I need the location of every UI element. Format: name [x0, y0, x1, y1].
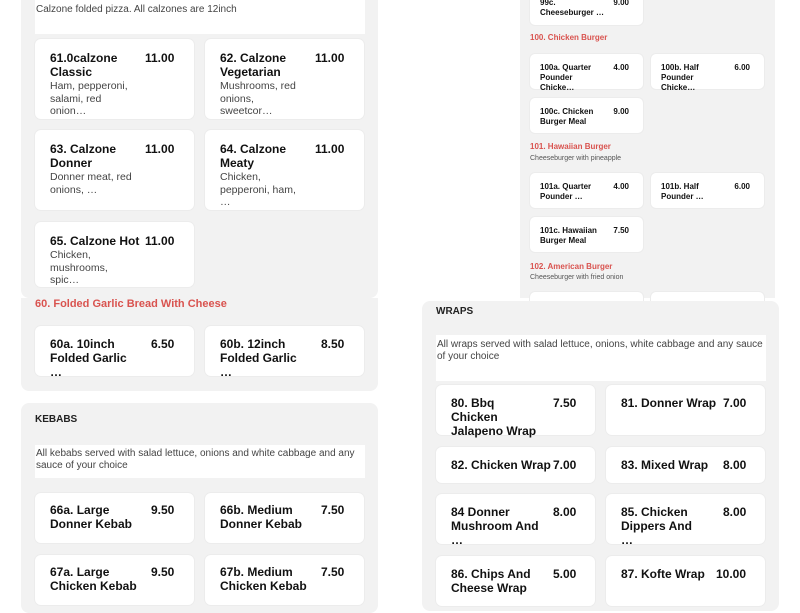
- hawaiian-burger-subtitle: Cheeseburger with pineapple: [530, 155, 622, 162]
- burger-item-card[interactable]: [530, 98, 643, 133]
- item-name: 81. Donner Wrap: [621, 396, 717, 410]
- chicken-burger-title: 100. Chicken Burger: [530, 33, 608, 42]
- item-price: 8.00: [553, 505, 577, 519]
- calzone-item-card[interactable]: [205, 130, 364, 210]
- item-price: 9.00: [613, 107, 629, 116]
- item-price: 6.00: [734, 182, 750, 191]
- item-price: 7.50: [321, 565, 345, 579]
- wrap-item-card[interactable]: [436, 385, 595, 438]
- calzone-item-card[interactable]: [205, 39, 364, 119]
- item-price: 5.00: [553, 567, 577, 581]
- kebabs-title: KEBABS: [35, 414, 78, 425]
- item-price: 9.50: [151, 565, 175, 579]
- american-burger-title: 102. American Burger: [530, 262, 613, 271]
- item-name: 99c. Cheeseburger …: [540, 0, 605, 17]
- item-name: 80. Bbq Chicken Jalapeno Wrap: [451, 396, 537, 438]
- item-price: 11.00: [145, 234, 175, 248]
- item-description: Ham, pepperoni, salami, red onion…: [50, 80, 128, 117]
- item-description: Donner meat, red onions, …: [50, 171, 132, 196]
- item-name: 62. Calzone Vegetarian: [220, 51, 287, 79]
- item-name: 85. Chicken Dippers And …: [621, 505, 692, 547]
- item-name: 101a. Quarter Pounder …: [540, 182, 592, 201]
- item-name: 83. Mixed Wrap: [621, 458, 709, 472]
- item-price: 7.50: [321, 503, 345, 517]
- wraps-description: All wraps served with salad lettuce, onions, white cabbage and any sauce of your choice: [436, 335, 766, 381]
- item-price: 7.00: [723, 396, 747, 410]
- burger-item-card[interactable]: [530, 217, 643, 252]
- item-price: 6.00: [734, 63, 750, 72]
- item-name: 87. Kofte Wrap: [621, 567, 705, 581]
- calzone-panel: [21, 0, 378, 298]
- item-description: Chicken, mushrooms, spic…: [50, 249, 108, 286]
- item-name: 60a. 10inch Folded Garlic …: [50, 337, 127, 379]
- item-name: 84 Donner Mushroom And …: [451, 505, 539, 547]
- item-price: 6.50: [151, 337, 175, 351]
- item-name: 101b. Half Pounder …: [661, 182, 704, 201]
- burger-item-card[interactable]: [530, 173, 643, 208]
- item-price: 8.00: [723, 458, 747, 472]
- item-name: 65. Calzone Hot: [50, 234, 140, 248]
- item-price: 11.00: [315, 142, 345, 156]
- calzone-item-card[interactable]: [35, 39, 194, 119]
- burger-item-card[interactable]: [651, 54, 764, 92]
- wrap-item-card[interactable]: [606, 447, 765, 483]
- item-name: 61.0calzone Classic: [50, 51, 118, 79]
- item-price: 9.50: [151, 503, 175, 517]
- garlic-item-card[interactable]: [205, 326, 364, 379]
- burgers-panel: [520, 0, 775, 298]
- kebab-item-card[interactable]: [205, 555, 364, 605]
- item-price: 9.00: [613, 0, 629, 7]
- wrap-item-card[interactable]: [436, 556, 595, 606]
- wrap-item-card[interactable]: [606, 385, 765, 435]
- kebab-item-card[interactable]: [205, 493, 364, 543]
- item-price: 7.50: [613, 226, 629, 235]
- item-name: 100a. Quarter Pounder Chicke…: [540, 63, 592, 92]
- garlic-item-card[interactable]: [35, 326, 194, 379]
- item-price: 11.00: [145, 142, 175, 156]
- item-name: 64. Calzone Meaty: [220, 142, 287, 170]
- item-name: 66b. Medium Donner Kebab: [220, 503, 303, 531]
- item-name: 86. Chips And Cheese Wrap: [451, 567, 531, 595]
- burger-item-card[interactable]: [530, 0, 643, 25]
- calzone-description: Calzone folded pizza. All calzones are 12inch: [35, 0, 365, 34]
- item-name: 67a. Large Chicken Kebab: [50, 565, 137, 593]
- item-price: 8.00: [723, 505, 747, 519]
- burger-item-card[interactable]: [530, 54, 643, 92]
- wrap-item-card[interactable]: [606, 556, 765, 606]
- calzone-item-card[interactable]: [35, 130, 194, 210]
- item-name: 101c. Hawaiian Burger Meal: [540, 226, 597, 245]
- item-description: Mushrooms, red onions, sweetcor…: [220, 80, 296, 117]
- item-name: 100b. Half Pounder Chicke…: [661, 63, 699, 92]
- garlic-bread-title: 60. Folded Garlic Bread With Cheese: [35, 298, 227, 310]
- wrap-item-card[interactable]: [436, 494, 595, 547]
- burger-item-card[interactable]: [651, 173, 764, 208]
- item-price: 11.00: [145, 51, 175, 65]
- item-price: 7.00: [553, 458, 577, 472]
- item-price: 11.00: [315, 51, 345, 65]
- item-price: 7.50: [553, 396, 577, 410]
- item-name: 67b. Medium Chicken Kebab: [220, 565, 307, 593]
- item-price: 4.00: [613, 63, 629, 72]
- garlic-bread-panel: [21, 298, 378, 391]
- wrap-item-card[interactable]: [436, 447, 595, 483]
- calzone-item-card[interactable]: [35, 222, 194, 287]
- item-name: 66a. Large Donner Kebab: [50, 503, 133, 531]
- item-name: 82. Chicken Wrap: [451, 458, 551, 472]
- wraps-panel: [422, 301, 779, 611]
- kebab-item-card[interactable]: [35, 493, 194, 543]
- wraps-title: WRAPS: [436, 306, 474, 317]
- kebabs-panel: [21, 403, 378, 613]
- kebabs-description: All kebabs served with salad lettuce, onions and white cabbage and any sauce of your choice: [35, 445, 365, 478]
- item-name: 63. Calzone Donner: [50, 142, 117, 170]
- item-price: 4.00: [613, 182, 629, 191]
- item-price: 8.50: [321, 337, 345, 351]
- kebab-item-card[interactable]: [35, 555, 194, 605]
- american-burger-subtitle: Cheeseburger with fried onion: [530, 274, 624, 281]
- hawaiian-burger-title: 101. Hawaiian Burger: [530, 142, 611, 151]
- item-name: 100c. Chicken Burger Meal: [540, 107, 594, 126]
- item-name: 60b. 12inch Folded Garlic …: [220, 337, 297, 379]
- wrap-item-card[interactable]: [606, 494, 765, 547]
- item-price: 10.00: [716, 567, 747, 581]
- item-description: Chicken, pepperoni, ham, …: [220, 171, 296, 208]
